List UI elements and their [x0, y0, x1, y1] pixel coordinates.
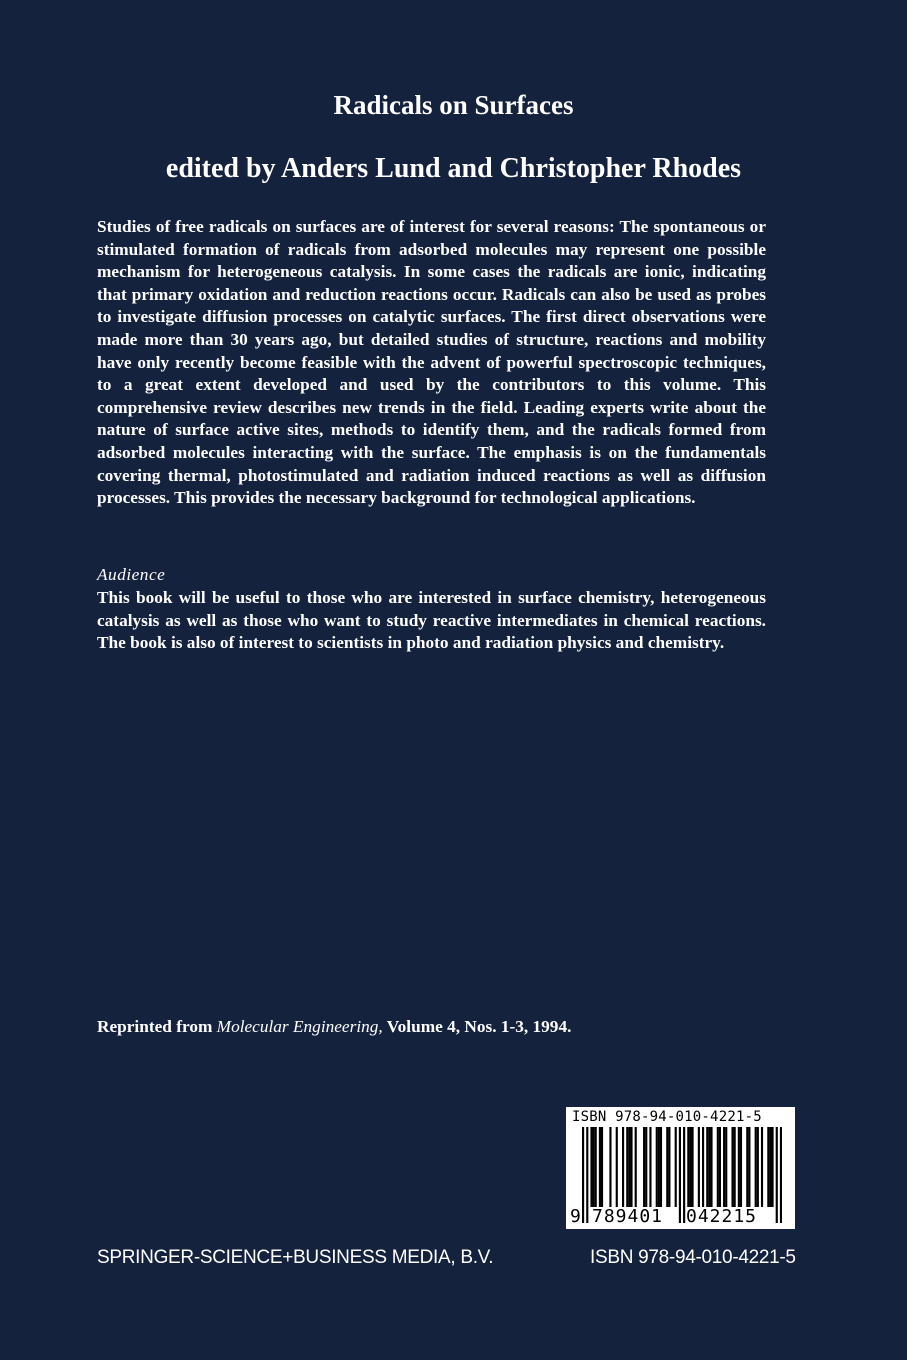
barcode-bar	[757, 1127, 759, 1207]
barcode-bar	[780, 1127, 782, 1223]
barcode-bar	[595, 1127, 597, 1207]
barcode-bar	[748, 1127, 750, 1207]
audience-text: This book will be useful to those who are interested in surface chemistry, heterogeneous catalysis as well as those who want to study reactive intermediates in chemical reactions. The book is also of interest to scientists in photo and radiation physics and chemistry.	[97, 588, 766, 653]
barcode-bar	[691, 1127, 693, 1207]
barcode-bar	[679, 1127, 681, 1223]
footer-isbn: ISBN 978-94-010-4221-5	[590, 1247, 796, 1268]
barcode-bar	[593, 1127, 595, 1207]
barcode-bar	[656, 1127, 658, 1207]
barcode-bar	[628, 1127, 630, 1207]
barcode-bar	[717, 1127, 719, 1207]
barcode	[566, 1107, 795, 1229]
barcode-bar	[731, 1127, 733, 1207]
barcode-bar	[601, 1127, 603, 1207]
barcode-bar	[599, 1127, 601, 1207]
barcode-bar	[755, 1127, 757, 1207]
barcode-bar	[776, 1127, 778, 1223]
barcode-digits-left: 789401	[592, 1206, 664, 1227]
barcode-digit-first: 9	[570, 1206, 581, 1227]
barcode-bar	[635, 1127, 637, 1207]
barcode-bar	[683, 1127, 685, 1223]
barcode-bar	[761, 1127, 763, 1207]
barcode-bar	[687, 1127, 689, 1207]
barcode-bar	[723, 1127, 725, 1207]
barcode-bar	[582, 1127, 584, 1223]
reprint-prefix: Reprinted from	[97, 1017, 217, 1036]
barcode-bar	[630, 1127, 632, 1207]
reprint-note	[97, 1017, 571, 1037]
barcode-bar	[708, 1127, 710, 1207]
book-description: Studies of free radicals on surfaces are of interest for several reasons: The spontaneous or stimulated formation of radicals from adsorbed molecules may represent one possible mechanism for heterogeneous catalysis. In some cases the radicals are ionic, indicating that primary oxidation and reduction reactions occur. Radicals can also be used as probes to investigate diffusion processes on catalytic surfaces. The first direct observations were made more than 30 years ago, but detailed studies of structure, reactions and mobility have only recently become feasible with the advent of powerful spectroscopic techniques, to a great extent developed and used by the contributors to this volume. This comprehensive review describes new trends in the field. Leading experts write about the nature of surface active sites, methods to identify them, and the radicals formed from adsorbed molecules interacting with the surface. The emphasis is on the fundamentals covering thermal, photostimulated and radiation induced reactions as well as diffusion processes. This provides the necessary background for technological applications.	[97, 217, 766, 508]
barcode-bar	[767, 1127, 769, 1207]
barcode-bar	[702, 1127, 704, 1207]
barcode-bar	[668, 1127, 670, 1207]
barcode-bar	[660, 1127, 662, 1207]
barcode-bar	[590, 1127, 592, 1207]
barcode-bar	[666, 1127, 668, 1207]
barcode-bar	[738, 1127, 740, 1207]
barcode-bar	[746, 1127, 748, 1207]
barcode-bar	[698, 1127, 700, 1207]
barcode-bar	[643, 1127, 645, 1207]
editors-line: edited by Anders Lund and Christopher Rhodes	[165, 153, 742, 184]
barcode-bar	[649, 1127, 651, 1207]
reprint-journal: Molecular Engineering,	[216, 1017, 383, 1036]
book-title: Radicals on Surfaces	[333, 90, 574, 120]
barcode-bar	[645, 1127, 647, 1207]
barcode-bar	[725, 1127, 727, 1207]
audience-heading: Audience	[97, 565, 166, 584]
barcode-bar	[689, 1127, 691, 1207]
barcode-bar	[710, 1127, 712, 1207]
publisher-name: SPRINGER-SCIENCE+BUSINESS MEDIA, B.V.	[97, 1247, 494, 1268]
barcode-bar	[616, 1127, 618, 1207]
barcode-digits-right: 042215	[686, 1206, 758, 1227]
barcode-bar	[769, 1127, 771, 1207]
barcode-bar	[586, 1127, 588, 1223]
reprint-suffix: Volume 4, Nos. 1-3, 1994.	[382, 1017, 572, 1036]
barcode-bar	[622, 1127, 624, 1207]
barcode-bar	[740, 1127, 742, 1207]
barcode-bar	[771, 1127, 773, 1207]
barcode-bar	[675, 1127, 677, 1207]
barcode-bar	[719, 1127, 721, 1207]
barcode-bar	[609, 1127, 611, 1207]
barcode-bar	[706, 1127, 708, 1207]
barcode-bar	[658, 1127, 660, 1207]
barcode-isbn-label: ISBN 978-94-010-4221-5	[572, 1109, 762, 1125]
barcode-bar	[734, 1127, 736, 1207]
barcode-bar	[626, 1127, 628, 1207]
